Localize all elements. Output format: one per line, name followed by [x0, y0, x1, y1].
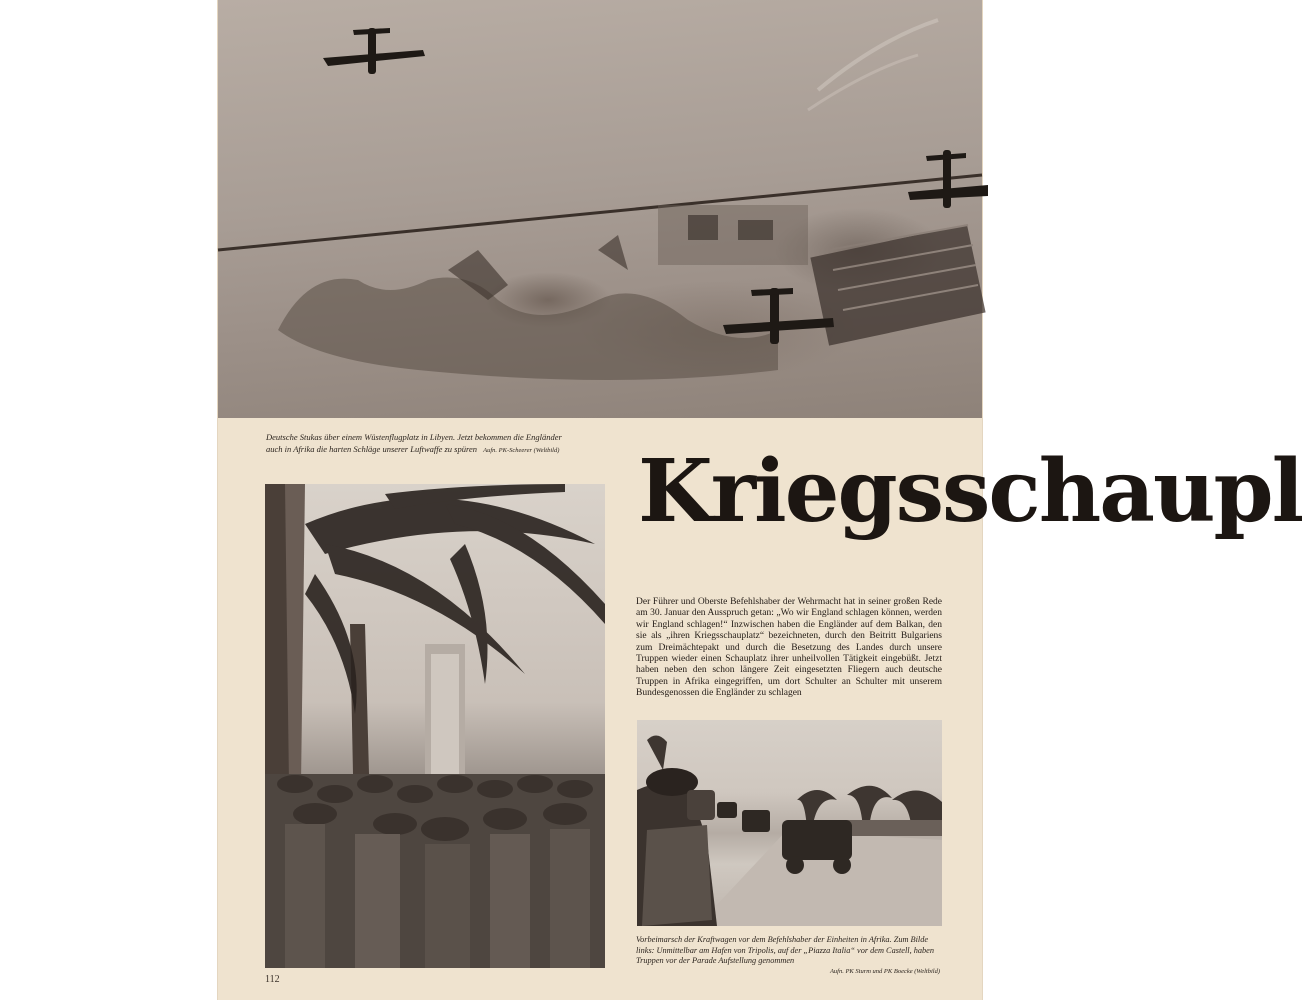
stuka-plane-2	[908, 150, 988, 208]
convoy-photo	[637, 720, 942, 926]
convoy-photo-credit: Aufn. PK Sturm und PK Boecke (Weltbild)	[829, 967, 940, 975]
troops-parade-photo	[265, 484, 605, 968]
runway-line	[218, 175, 982, 250]
aerial-photo-illustration	[218, 0, 982, 418]
convoy-caption-text: Vorbeimarsch der Kraftwagen vor dem Befehlshaber der Einheiten in Afrika. Zum Bilde links: Unmittelbar am Hafen von Tripolis, auf der „Piazza Italia“ vor dem Castell, haben Truppen vor der Parade Aufstellung genommen	[636, 935, 934, 966]
stuka-plane-3	[723, 288, 834, 344]
article-body: Der Führer und Oberste Befehlshaber der Wehrmacht hat in seiner großen Rede am 30. Januar den Ausspruch getan: „Wo wir England schlagen können, werden wir England schlagen!“ Inzwischen haben die Engländer auf dem Balkan, den sie als „ihren Kriegsschauplatz“ bezeichneten, durch den Beitritt Bulgariens zum Dreimächtepakt und durch die Besetzung des Landes durch unsere Truppen wieder einen Schauplatz ihrer unheilvollen Tätigkeit eingebüßt. Jetzt haben neben den schon längere Zeit eingesetzten Fliegern auch deutsche Truppen in Afrika eingegriffen, um dort Schulter an Schulter mit unserem Bundesgenossen die Engländer zu schlagen	[636, 597, 942, 699]
troops-crowd	[265, 774, 605, 968]
page-number: 112	[265, 974, 280, 985]
article-headline: Kriegsschaupl	[638, 441, 1302, 542]
convoy-photo-caption	[636, 935, 946, 976]
caption-line-2: auch in Afrika die harten Schläge unserer Luftwaffe zu spüren	[266, 443, 477, 454]
aerial-photo-stukas	[218, 0, 982, 418]
troops-photo-illustration	[265, 484, 605, 968]
rocky-ridge	[278, 278, 778, 381]
convoy-photo-illustration	[637, 720, 942, 926]
magazine-page	[218, 0, 1302, 1000]
officer-figure	[637, 768, 717, 926]
photo-credit: Aufn. PK-Scheerer (Weltbild)	[483, 446, 560, 454]
caption-line-1: Deutsche Stukas über einem Wüstenflugplatz in Libyen. Jetzt bekommen die Engländer	[266, 432, 562, 442]
top-photo-caption	[266, 432, 606, 456]
stuka-plane-1	[323, 28, 425, 74]
